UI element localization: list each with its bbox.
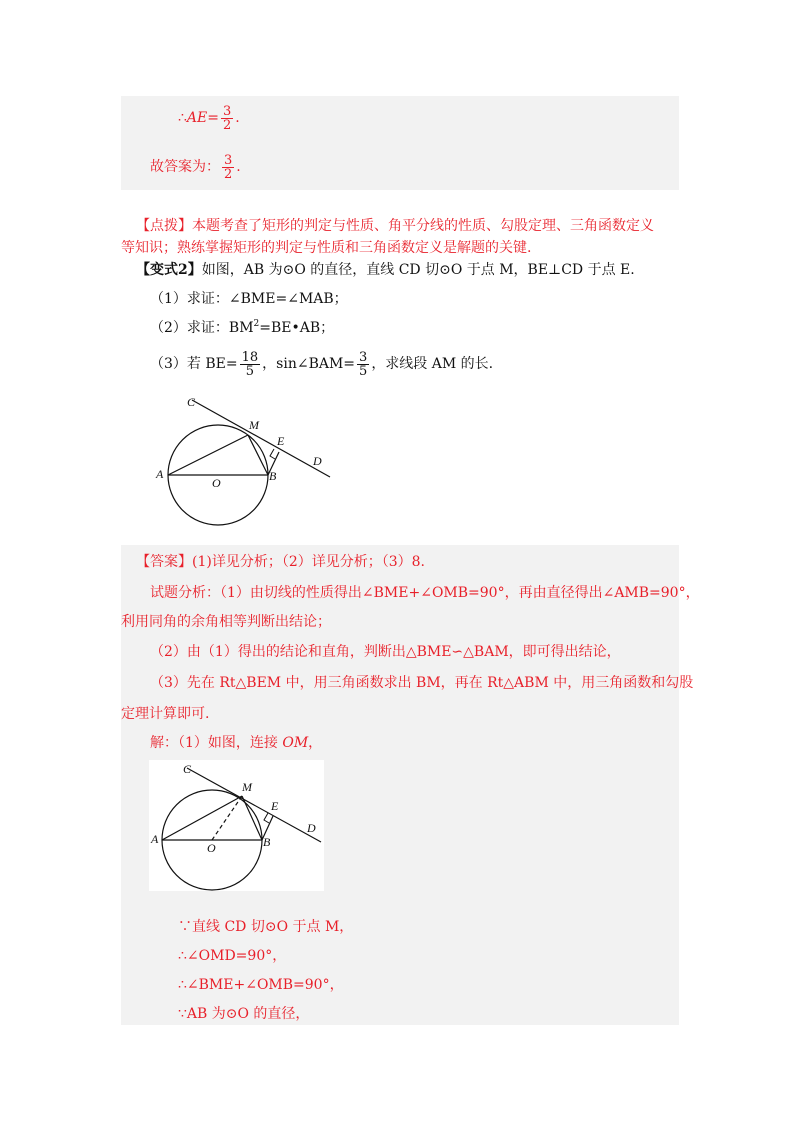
note-line-2: 等知识；熟练掌握矩形的判定与性质和三角函数定义是解题的关键.	[121, 240, 532, 256]
label-e: E	[277, 434, 285, 448]
answer-line: 故答案为： $\frac{3}{2}$ .	[150, 152, 241, 182]
ae-result-line: ∴AE= $\frac{3}{2}$ .	[178, 103, 240, 133]
label-m: M	[249, 418, 259, 432]
geometry-figure-2	[149, 760, 324, 891]
label-a: A	[151, 832, 159, 846]
label-d: D	[313, 454, 322, 468]
step-1: ∵直线 CD 切⊙O 于点 M，	[178, 919, 354, 935]
question-1: （1）求证：∠BME=∠MAB；	[150, 291, 348, 307]
analysis-line-1: 试题分析：（1）由切线的性质得出∠BME+∠OMB=90°，再由直径得出∠AMB=90°，	[150, 585, 700, 601]
variant-stem: 【变式2】如图，AB 为⊙O 的直径，直线 CD 切⊙O 于点 M，BE⊥CD 于点 E.	[136, 262, 635, 278]
analysis-line-4: （3）先在 Rt△BEM 中，用三角函数求出 BM，再在 Rt△ABM 中，用三角函数和勾股	[150, 675, 694, 691]
label-e: E	[271, 799, 279, 813]
question-3: （3）若 BE= $\frac{18}{5}$ ，sin∠BAM= $\frac{3}{5}$ ，求线段 AM 的长.	[150, 349, 494, 379]
right-angle-mark	[264, 813, 269, 823]
label-c: C	[187, 395, 196, 409]
label-o: O	[212, 476, 221, 490]
note-line-1: 【点拨】本题考查了矩形的判定与性质、角平分线的性质、勾股定理、三角函数定义	[136, 218, 654, 234]
label-d: D	[307, 821, 316, 835]
segment-am	[162, 796, 242, 840]
fraction-3-5: $\frac{3}{5}$	[359, 349, 368, 379]
step-4: ∵AB 为⊙O 的直径，	[178, 1006, 310, 1022]
answer-summary: 【答案】(1)详见分析；（2）详见分析；（3）8.	[136, 554, 426, 570]
label-a: A	[156, 467, 164, 481]
tangent-cd	[192, 400, 330, 477]
step-3: ∴∠BME+∠OMB=90°，	[178, 977, 344, 993]
label-c: C	[183, 762, 192, 776]
fraction-3-2-answer: $\frac{3}{2}$	[224, 152, 233, 182]
label-b: B	[263, 835, 271, 849]
segment-om-dashed	[212, 796, 242, 840]
question-2: （2）求证：$BM^2=BE•AB$；	[150, 319, 335, 336]
step-2: ∴∠OMD=90°，	[178, 948, 287, 964]
solve-intro: 解：（1）如图，连接 OM，	[150, 735, 323, 751]
label-m: M	[242, 780, 252, 794]
right-angle-mark	[270, 449, 275, 459]
segment-mb	[242, 796, 262, 840]
analysis-line-5: 定理计算即可.	[121, 706, 210, 722]
label-b: B	[269, 469, 277, 483]
analysis-line-2: 利用同角的余角相等判断出结论；	[121, 614, 331, 630]
segment-am	[168, 435, 248, 475]
fraction-3-2: $\frac{3}{2}$	[223, 103, 232, 133]
label-o: O	[207, 841, 216, 855]
fraction-18-5: $\frac{18}{5}$	[241, 349, 259, 379]
analysis-line-3: （2）由（1）得出的结论和直角，判断出△BME∽△BAM，即可得出结论，	[150, 644, 621, 660]
tangent-cd	[187, 768, 321, 842]
geometry-figure-1	[150, 390, 340, 530]
